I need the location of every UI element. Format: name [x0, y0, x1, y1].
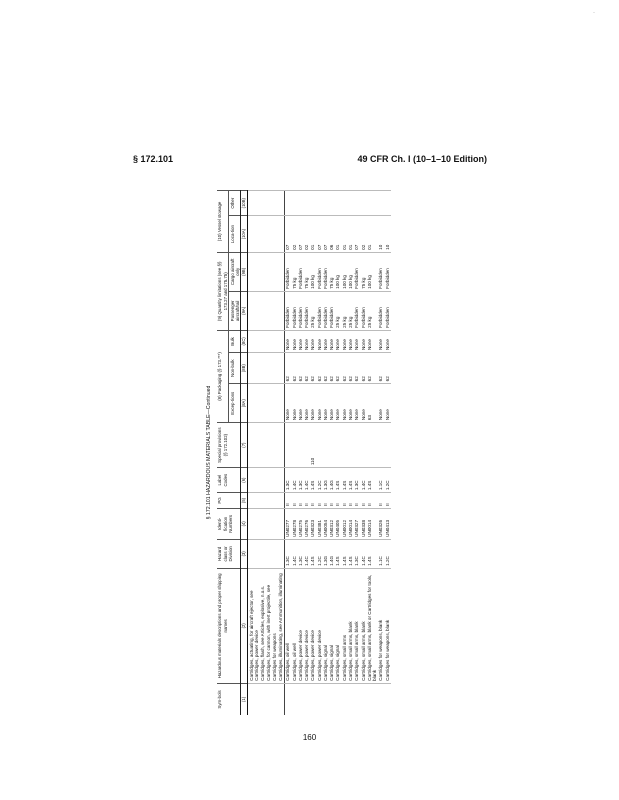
cell-pg: II: [341, 493, 347, 509]
cell-non-bulk: 62: [366, 353, 378, 384]
cell-description: Cartridges, oil well: [291, 568, 297, 683]
cell-description: Cartridges for weapons, blank: [378, 568, 384, 683]
section-header: § 172.101: [133, 154, 174, 164]
cell-exceptions: None: [378, 384, 384, 423]
cell-passenger: Forbidden: [360, 291, 366, 330]
cell-bulk: None: [304, 330, 310, 352]
cell-id: [248, 508, 260, 539]
rotated-table-area: [205, 190, 535, 715]
cell-description: Cartridges, power device: [304, 568, 310, 683]
cell-id: UN0338: [360, 508, 366, 539]
cell-location: 07: [284, 216, 291, 252]
cell-non-bulk: 62: [341, 353, 347, 384]
cell-id: UN0275: [297, 508, 303, 539]
cell-pg: II: [297, 493, 303, 509]
cell-symbols: [284, 683, 291, 715]
cell-bulk: None: [310, 330, 316, 352]
cell-non-bulk: 62: [297, 353, 303, 384]
cell-label: 1.4S: [348, 468, 354, 493]
cell-pg: II: [378, 493, 384, 509]
cell-non-bulk: 62: [322, 353, 328, 384]
cell-cargo: [266, 252, 278, 291]
col-num: (2): [241, 568, 248, 683]
col-head-passenger: Passenger aircraft/rail: [229, 291, 241, 330]
cell-passenger: Forbidden: [322, 291, 328, 330]
cell-bulk: None: [316, 330, 322, 352]
col-head-class: Hazard class or Division: [217, 539, 241, 568]
cell-passenger: Forbidden: [329, 291, 335, 330]
cell-other: [248, 191, 260, 216]
cell-bulk: None: [384, 330, 390, 352]
cell-cargo: 75 kg: [291, 252, 297, 291]
cell-location: 10: [384, 216, 390, 252]
table-row: [366, 191, 378, 716]
cell-cargo: Forbidden: [284, 252, 291, 291]
cell-id: [266, 508, 278, 539]
cell-symbols: [366, 683, 378, 715]
cell-pg: II: [284, 493, 291, 509]
col-head-id: Identi-fication Numbers: [217, 508, 241, 539]
cell-pg: II: [322, 493, 328, 509]
cell-label: 1.3C: [284, 468, 291, 493]
hazmat-table: [217, 190, 391, 715]
col-num: (7): [241, 423, 248, 468]
col-group-packaging: (8) Packaging (§ 173.***): [217, 330, 229, 422]
cell-class: [248, 539, 260, 568]
col-head-other: Other: [229, 191, 241, 216]
cell-label: [277, 468, 284, 493]
cell-non-bulk: [277, 353, 284, 384]
cell-class: 1.3C: [354, 539, 360, 568]
cell-exceptions: None: [335, 384, 341, 423]
col-num: (10B): [241, 191, 248, 216]
cell-exceptions: None: [329, 384, 335, 423]
cell-passenger: Forbidden: [378, 291, 384, 330]
cell-sp: [366, 423, 378, 468]
cell-label: 1.3G: [322, 468, 328, 493]
cell-passenger: Forbidden: [284, 291, 291, 330]
table-row: [248, 191, 260, 716]
cell-non-bulk: 62: [348, 353, 354, 384]
cell-label: [266, 468, 278, 493]
cell-class: 1.4C: [291, 539, 297, 568]
cell-non-bulk: 62: [291, 353, 297, 384]
cell-other: [366, 191, 378, 216]
cell-class: 1.4S: [310, 539, 316, 568]
col-group-quantity: (9) Quantity limitations (see §§ 173.27 and 175.75): [217, 252, 229, 330]
cell-exceptions: [277, 384, 284, 423]
cell-non-bulk: 62: [360, 353, 366, 384]
table-body: [248, 191, 391, 716]
col-num: (8C): [241, 330, 248, 352]
cell-bulk: None: [291, 330, 297, 352]
cell-label: 1.2C: [384, 468, 390, 493]
cell-non-bulk: 62: [329, 353, 335, 384]
cell-id: UN0054: [322, 508, 328, 539]
cell-location: 07: [354, 216, 360, 252]
cell-id: UN0276: [304, 508, 310, 539]
cell-id: UN0381: [316, 508, 322, 539]
cell-description: Cartridges, power device: [316, 568, 322, 683]
cell-bulk: None: [322, 330, 328, 352]
cell-cargo: 100 kg: [341, 252, 347, 291]
cell-symbols: [277, 683, 284, 715]
cell-pg: II: [360, 493, 366, 509]
cell-sp: [266, 423, 278, 468]
col-head-symbols: Sym-bols: [217, 683, 241, 715]
cell-exceptions: None: [304, 384, 310, 423]
cell-bulk: None: [335, 330, 341, 352]
cell-bulk: [277, 330, 284, 352]
col-head-location: Loca-tion: [229, 216, 241, 252]
cell-cargo: 75 kg: [329, 252, 335, 291]
col-head-non-bulk: Non-bulk: [229, 353, 241, 384]
cell-location: 01: [348, 216, 354, 252]
cell-pg: II: [316, 493, 322, 509]
cell-other: [277, 191, 284, 216]
scan-speck: ·: [593, 10, 595, 16]
cell-label: 1.1C: [378, 468, 384, 493]
cell-bulk: None: [284, 330, 291, 352]
cell-description: Cartridges, signal: [322, 568, 328, 683]
cell-pg: II: [304, 493, 310, 509]
cell-bulk: None: [378, 330, 384, 352]
cell-bulk: None: [360, 330, 366, 352]
cell-location: 10: [378, 216, 384, 252]
cell-sp: [248, 423, 260, 468]
cell-exceptions: None: [284, 384, 291, 423]
cell-sp: 110: [310, 423, 316, 468]
cell-cargo: Forbidden: [316, 252, 322, 291]
cell-passenger: Forbidden: [291, 291, 297, 330]
cell-passenger: Forbidden: [297, 291, 303, 330]
cell-label: 1.4C: [304, 468, 310, 493]
cell-bulk: [266, 330, 278, 352]
col-num: (8B): [241, 353, 248, 384]
cell-class: 1.2C: [316, 539, 322, 568]
cell-symbols: [266, 683, 278, 715]
table-title: § 172.101 HAZARDOUS MATERIALS TABLE—Continued: [206, 385, 212, 520]
cell-location: 01: [335, 216, 341, 252]
cell-exceptions: None: [384, 384, 390, 423]
cell-passenger: 25 kg: [366, 291, 378, 330]
cell-id: [277, 508, 284, 539]
cell-cargo: Forbidden: [297, 252, 303, 291]
cell-other: [284, 191, 291, 216]
cell-exceptions: None: [360, 384, 366, 423]
cell-label: 1.3C: [297, 468, 303, 493]
cell-description: Cartridges, small arms, blank or Cartridges for tools, blank: [366, 568, 378, 683]
cell-description: Cartridges, small arms: [341, 568, 347, 683]
cell-passenger: [277, 291, 284, 330]
cell-passenger: Forbidden: [304, 291, 310, 330]
cell-class: 1.3C: [284, 539, 291, 568]
col-group-vessel: (10) Vessel stowage: [217, 191, 229, 253]
cell-id: UN0327: [354, 508, 360, 539]
cell-cargo: 75 kg: [360, 252, 366, 291]
cell-description: Cartridges, power device: [297, 568, 303, 683]
cell-exceptions: None: [341, 384, 347, 423]
cell-id: UN0323: [310, 508, 316, 539]
col-num: (8A): [241, 384, 248, 423]
col-num: (3): [241, 539, 248, 568]
cell-description: Cartridges, signal: [329, 568, 335, 683]
cell-class: 1.4C: [360, 539, 366, 568]
col-head-label: Label Codes: [217, 468, 241, 493]
cell-non-bulk: 62: [304, 353, 310, 384]
cell-location: 02: [291, 216, 297, 252]
cell-bulk: None: [297, 330, 303, 352]
cell-pg: II: [354, 493, 360, 509]
cell-pg: II: [329, 493, 335, 509]
cell-location: 01: [310, 216, 316, 252]
page-number: 160: [302, 733, 317, 742]
cell-non-bulk: 62: [316, 353, 322, 384]
cell-description: Cartridges, small arms, blank: [348, 568, 354, 683]
cell-class: 1.4C: [304, 539, 310, 568]
cell-id: UN0014: [366, 508, 378, 539]
cell-id: UN0278: [291, 508, 297, 539]
cell-description: Cartridges, signal: [335, 568, 341, 683]
cell-class: 1.3C: [297, 539, 303, 568]
cell-description: Cartridges, flash, see Articles, explosive, n.o.s.: [260, 568, 266, 683]
cell-class: 1.4S: [366, 539, 378, 568]
cell-non-bulk: 62: [378, 353, 384, 384]
cell-cargo: [277, 252, 284, 291]
cell-description: Cartridges, actuating, for aircraft ejector, see Cartridges, power device: [248, 568, 260, 683]
cell-pg: II: [384, 493, 390, 509]
cell-pg: [277, 493, 284, 509]
cell-exceptions: [266, 384, 278, 423]
cell-passenger: 25 kg: [335, 291, 341, 330]
cell-location: [248, 216, 260, 252]
cell-description: Cartridges, oil well: [284, 568, 291, 683]
cell-sp: [277, 423, 284, 468]
cell-class: 1.2C: [384, 539, 390, 568]
cell-passenger: 25 kg: [310, 291, 316, 330]
cell-id: UN0326: [378, 508, 384, 539]
cell-class: 1.1C: [378, 539, 384, 568]
cell-location: [277, 216, 284, 252]
table-row: [266, 191, 278, 716]
rotated-table: [205, 190, 505, 715]
cell-location: 06: [329, 216, 335, 252]
cell-exceptions: None: [348, 384, 354, 423]
cell-pg: II: [310, 493, 316, 509]
table-row: [284, 191, 291, 716]
cell-class: 1.3G: [322, 539, 328, 568]
cell-non-bulk: 62: [354, 353, 360, 384]
cell-location: 07: [316, 216, 322, 252]
col-num: (10A): [241, 216, 248, 252]
cell-label: 1.4S: [310, 468, 316, 493]
cell-class: 1.4S: [335, 539, 341, 568]
cell-cargo: Forbidden: [378, 252, 384, 291]
cell-id: UN0312: [329, 508, 335, 539]
cell-cargo: 100 kg: [348, 252, 354, 291]
cell-passenger: [248, 291, 260, 330]
cell-pg: II: [366, 493, 378, 509]
cell-label: [248, 468, 260, 493]
cell-sp: [384, 423, 390, 468]
cell-cargo: Forbidden: [354, 252, 360, 291]
cell-exceptions: 63: [366, 384, 378, 423]
cell-label: 1.3C: [354, 468, 360, 493]
cell-exceptions: None: [316, 384, 322, 423]
cell-description: Cartridges, small arms, blank: [360, 568, 366, 683]
cell-exceptions: None: [354, 384, 360, 423]
cell-id: UN0277: [284, 508, 291, 539]
cell-passenger: Forbidden: [354, 291, 360, 330]
cell-non-bulk: 62: [310, 353, 316, 384]
col-head-bulk: Bulk: [229, 330, 241, 352]
cell-label: 1.4S: [335, 468, 341, 493]
col-head-description: Hazardous materials descriptions and proper shipping names: [217, 568, 241, 683]
cell-exceptions: None: [322, 384, 328, 423]
cell-bulk: None: [329, 330, 335, 352]
cell-id: UN0405: [335, 508, 341, 539]
cell-label: 1.4G: [329, 468, 335, 493]
cell-class: [277, 539, 284, 568]
cell-pg: II: [348, 493, 354, 509]
cell-bulk: None: [366, 330, 378, 352]
cell-location: [266, 216, 278, 252]
col-num: (9B): [241, 252, 248, 291]
cell-non-bulk: 62: [284, 353, 291, 384]
cell-exceptions: None: [310, 384, 316, 423]
col-num: (5): [241, 493, 248, 509]
cell-label: 1.4C: [291, 468, 297, 493]
cell-exceptions: None: [297, 384, 303, 423]
cell-label: 1.2C: [316, 468, 322, 493]
cell-cargo: 100 kg: [366, 252, 378, 291]
cell-pg: [266, 493, 278, 509]
edition-header: 49 CFR Ch. I (10–1–10 Edition): [357, 154, 487, 164]
cell-location: 07: [297, 216, 303, 252]
col-num: (9A): [241, 291, 248, 330]
table-row: [384, 191, 390, 716]
cell-bulk: None: [354, 330, 360, 352]
table-row: [277, 191, 284, 716]
cell-bulk: None: [348, 330, 354, 352]
cell-pg: II: [335, 493, 341, 509]
cell-description: Cartridges, small arms, blank: [354, 568, 360, 683]
cell-location: 07: [322, 216, 328, 252]
cell-id: UN0413: [384, 508, 390, 539]
cell-symbols: [248, 683, 260, 715]
cell-cargo: 100 kg: [310, 252, 316, 291]
cell-pg: [248, 493, 260, 509]
cell-non-bulk: 62: [384, 353, 390, 384]
cell-id: UN0012: [341, 508, 347, 539]
cell-cargo: Forbidden: [384, 252, 390, 291]
cell-id: UN0014: [348, 508, 354, 539]
col-num: (4): [241, 508, 248, 539]
cell-other: [384, 191, 390, 216]
cell-label: 1.4S: [366, 468, 378, 493]
cell-class: 1.4S: [341, 539, 347, 568]
cell-description: Cartridges, power device: [310, 568, 316, 683]
cell-passenger: 25 kg: [348, 291, 354, 330]
cell-description: Cartridges for weapons, blank: [384, 568, 390, 683]
cell-location: 01: [366, 216, 378, 252]
cell-non-bulk: [266, 353, 278, 384]
cell-bulk: None: [341, 330, 347, 352]
cell-pg: II: [291, 493, 297, 509]
col-head-sp: Special provisions (§ 172.102): [217, 423, 241, 468]
cell-passenger: [266, 291, 278, 330]
col-num: (6): [241, 468, 248, 493]
cell-other: [266, 191, 278, 216]
cell-label: 1.4S: [341, 468, 347, 493]
col-head-cargo: Cargo aircraft only: [229, 252, 241, 291]
cell-cargo: 100 kg: [335, 252, 341, 291]
cell-non-bulk: [248, 353, 260, 384]
cell-cargo: Forbidden: [322, 252, 328, 291]
col-head-exceptions: Excep-tions: [229, 384, 241, 423]
cell-location: 02: [360, 216, 366, 252]
col-num: (1): [241, 683, 248, 715]
cell-passenger: Forbidden: [384, 291, 390, 330]
cell-exceptions: None: [291, 384, 297, 423]
cell-class: [266, 539, 278, 568]
cell-label: 1.4C: [360, 468, 366, 493]
cell-location: 01: [341, 216, 347, 252]
cell-class: 1.4G: [329, 539, 335, 568]
col-head-pg: PG: [217, 493, 241, 509]
cell-description: Cartridges, for cannon, with inert projectile, see Cartridges for weapons: [266, 568, 278, 683]
cell-non-bulk: 62: [335, 353, 341, 384]
cell-passenger: Forbidden: [316, 291, 322, 330]
cell-cargo: 75 kg: [304, 252, 310, 291]
cell-class: 1.4S: [348, 539, 354, 568]
cell-location: 02: [304, 216, 310, 252]
cell-passenger: 25 kg: [341, 291, 347, 330]
cell-symbols: [384, 683, 390, 715]
cell-description: Cartridges, illuminating, see Ammunition, illuminating: [277, 568, 284, 683]
cell-sp: [284, 423, 291, 468]
cell-bulk: [248, 330, 260, 352]
cell-cargo: [248, 252, 260, 291]
cell-exceptions: [248, 384, 260, 423]
